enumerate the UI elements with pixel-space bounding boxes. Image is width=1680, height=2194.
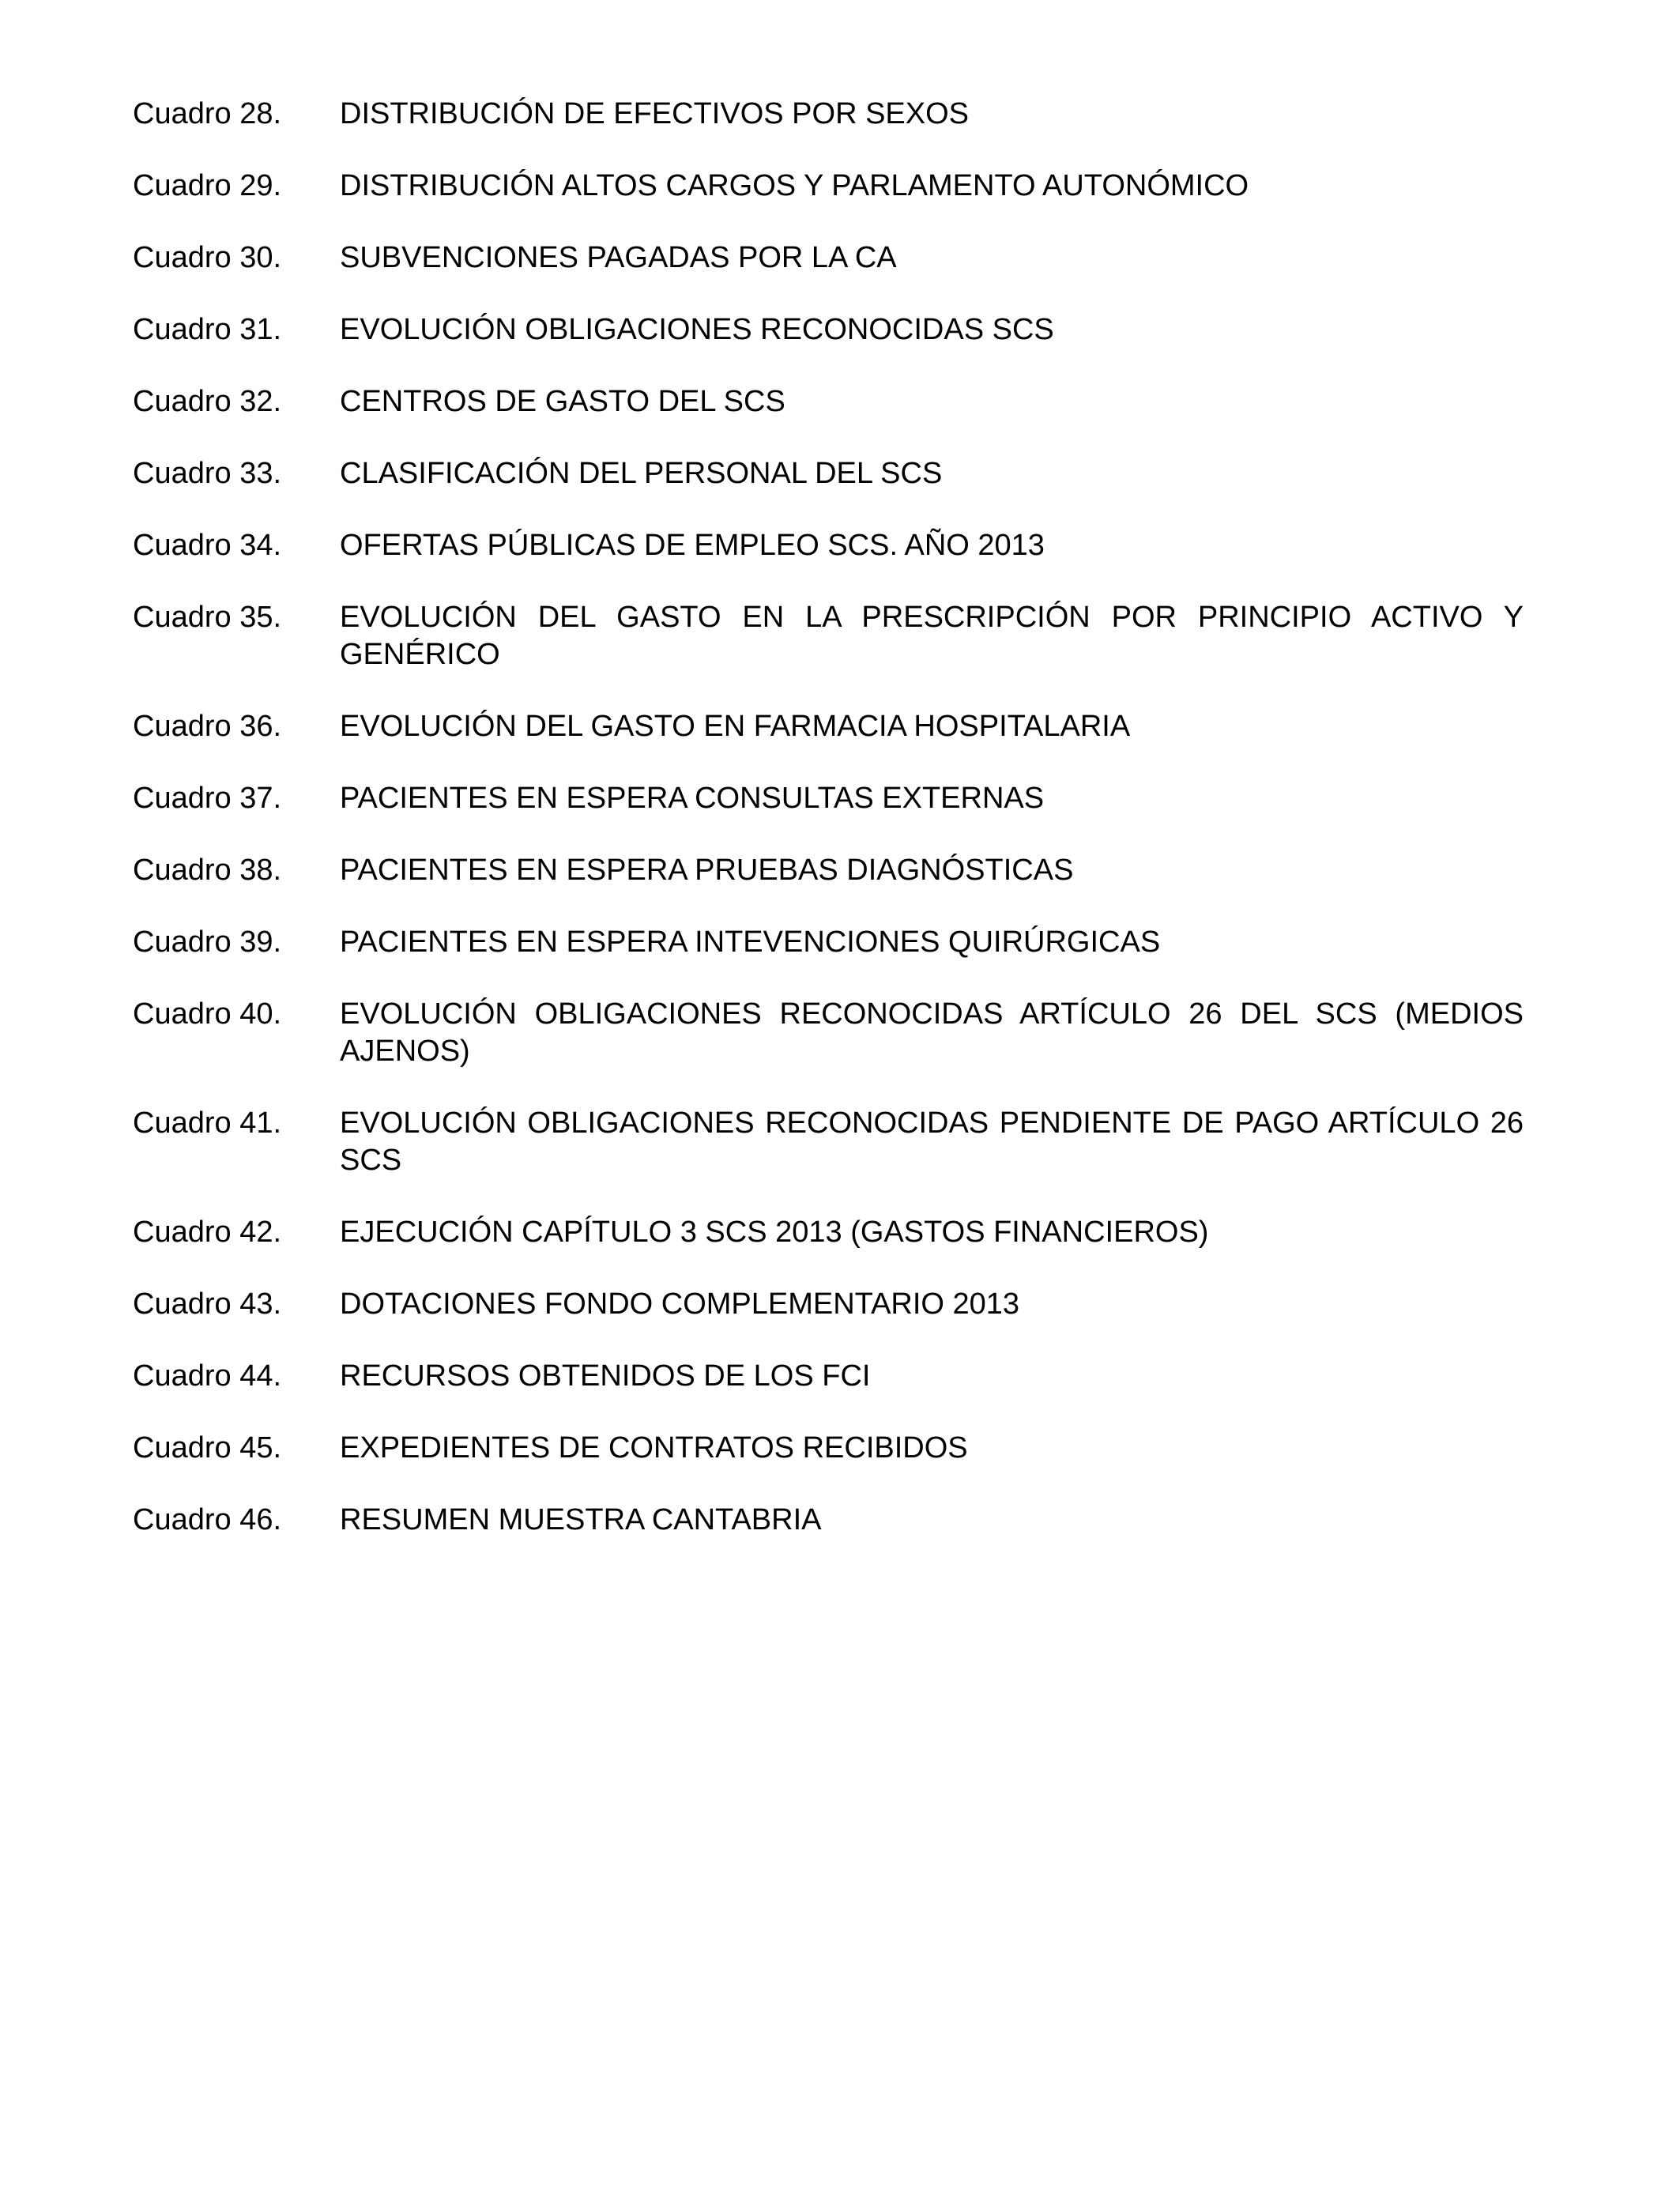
entry-label: Cuadro 40. (133, 997, 282, 1031)
entry-label: Cuadro 33. (133, 457, 282, 490)
entry-title: RECURSOS OBTENIDOS DE LOS FCI (340, 1359, 871, 1393)
list-item (133, 383, 1524, 420)
entry-label: Cuadro 31. (133, 313, 282, 346)
entry-title: EVOLUCIÓN OBLIGACIONES RECONOCIDAS ARTÍCULO 26 DEL SCS (MEDIOS AJENOS) (340, 997, 1524, 1068)
list-item (133, 1214, 1524, 1251)
list-item (133, 1105, 1524, 1179)
list-item (133, 168, 1524, 205)
entry-title: EVOLUCIÓN OBLIGACIONES RECONOCIDAS PENDIENTE DE PAGO ARTÍCULO 26 SCS (340, 1106, 1524, 1177)
entry-title: RESUMEN MUESTRA CANTABRIA (340, 1503, 822, 1536)
entry-title: CLASIFICACIÓN DEL PERSONAL DEL SCS (340, 457, 943, 490)
list-item (133, 1358, 1524, 1395)
entry-title: CENTROS DE GASTO DEL SCS (340, 385, 785, 418)
list-item (133, 1502, 1524, 1539)
list-item (133, 527, 1524, 564)
entry-label: Cuadro 38. (133, 854, 282, 887)
entry-label: Cuadro 43. (133, 1287, 282, 1321)
entry-title: EVOLUCIÓN DEL GASTO EN LA PRESCRIPCIÓN POR PRINCIPIO ACTIVO Y GENÉRICO (340, 601, 1524, 671)
list-item (133, 852, 1524, 889)
list-item (133, 1286, 1524, 1323)
list-item (133, 780, 1524, 817)
entry-title: OFERTAS PÚBLICAS DE EMPLEO SCS. AÑO 2013 (340, 529, 1045, 562)
table-index-list (133, 96, 1524, 1574)
list-item (133, 1430, 1524, 1467)
entry-label: Cuadro 42. (133, 1216, 282, 1249)
list-item (133, 924, 1524, 961)
entry-title: DISTRIBUCIÓN ALTOS CARGOS Y PARLAMENTO AUTONÓMICO (340, 169, 1249, 202)
entry-label: Cuadro 30. (133, 241, 282, 274)
list-item (133, 239, 1524, 277)
entry-label: Cuadro 36. (133, 710, 282, 743)
entry-title: SUBVENCIONES PAGADAS POR LA CA (340, 241, 897, 274)
entry-label: Cuadro 45. (133, 1431, 282, 1465)
entry-label: Cuadro 41. (133, 1106, 282, 1140)
list-item (133, 708, 1524, 745)
entry-label: Cuadro 32. (133, 385, 282, 418)
entry-title: EJECUCIÓN CAPÍTULO 3 SCS 2013 (GASTOS FINANCIEROS) (340, 1216, 1209, 1249)
entry-title: PACIENTES EN ESPERA INTEVENCIONES QUIRÚRGICAS (340, 925, 1161, 959)
entry-title: DOTACIONES FONDO COMPLEMENTARIO 2013 (340, 1287, 1020, 1321)
entry-title: PACIENTES EN ESPERA CONSULTAS EXTERNAS (340, 782, 1045, 815)
list-item (133, 599, 1524, 673)
entry-title: EVOLUCIÓN OBLIGACIONES RECONOCIDAS SCS (340, 313, 1054, 346)
entry-title: DISTRIBUCIÓN DE EFECTIVOS POR SEXOS (340, 97, 970, 130)
entry-label: Cuadro 34. (133, 529, 282, 562)
entry-title: PACIENTES EN ESPERA PRUEBAS DIAGNÓSTICAS (340, 854, 1074, 887)
list-item (133, 455, 1524, 492)
list-item (133, 311, 1524, 349)
entry-label: Cuadro 39. (133, 925, 282, 959)
list-item (133, 996, 1524, 1070)
entry-label: Cuadro 29. (133, 169, 282, 202)
entry-label: Cuadro 46. (133, 1503, 282, 1536)
entry-title: EXPEDIENTES DE CONTRATOS RECIBIDOS (340, 1431, 968, 1465)
entry-title: EVOLUCIÓN DEL GASTO EN FARMACIA HOSPITALARIA (340, 710, 1131, 743)
entry-label: Cuadro 28. (133, 97, 282, 130)
entry-label: Cuadro 35. (133, 601, 282, 634)
list-item (133, 96, 1524, 133)
entry-label: Cuadro 37. (133, 782, 282, 815)
entry-label: Cuadro 44. (133, 1359, 282, 1393)
